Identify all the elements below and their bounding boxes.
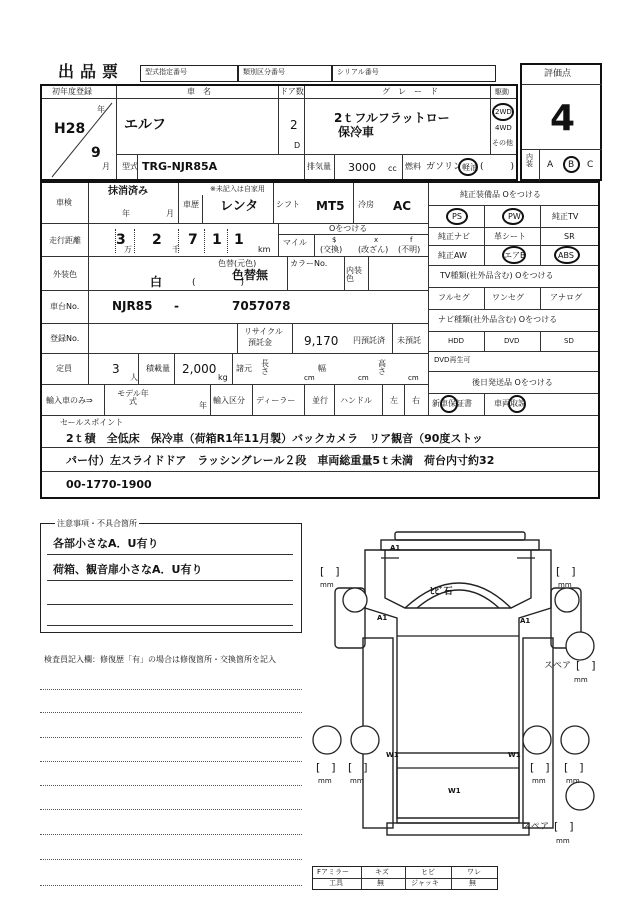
year-unit: 年 (97, 105, 105, 114)
equip-abs-circle (554, 246, 580, 264)
legend-break: ワレ (467, 868, 481, 876)
equip-airbag-circle (502, 246, 526, 264)
sales-point-line3: 00-1770-1900 (66, 478, 152, 491)
displacement-label: 排気量 (307, 162, 331, 171)
grade-label: グ レ ー ド (382, 87, 438, 96)
spare-rear-label: スペア (522, 822, 550, 832)
equip-pw-circle (502, 208, 524, 225)
tire-rl2-mm: mm (350, 777, 364, 785)
color-no-label: カラーNo. (290, 259, 328, 268)
cooler-label: 冷房 (358, 200, 374, 209)
tv-oneseg: ワンセグ (492, 293, 524, 302)
shift-label: シフト (276, 200, 300, 209)
equip-abs: ABS (558, 251, 574, 260)
km-unit: km (258, 245, 271, 254)
own-note: ※未記入は自家用 (210, 185, 265, 193)
repaint: 色替無 (232, 268, 269, 282)
grade-line1: 2ｔフルフラットロー (334, 111, 450, 125)
tire-rr1-mm: mm (532, 777, 546, 785)
serial-label: シリアル番号 (337, 68, 379, 76)
capacity-value: 3 (112, 362, 120, 376)
mileage-digit-1: 3 (116, 232, 126, 248)
notes-box (40, 519, 302, 633)
recycle-label-2: 預託金 (248, 338, 272, 347)
notes-line1: 各部小さなA．U有り (53, 537, 159, 550)
notes-line2: 荷箱、観音扉小さなA．U有り (53, 563, 203, 576)
shift: MT5 (316, 199, 345, 213)
load-unit: kg (218, 373, 228, 382)
equip-ps-circle (446, 208, 468, 225)
shaken-label: 車検 (56, 198, 72, 207)
nav-hdd: HDD (448, 337, 465, 345)
damage-w1-right: W1 (508, 751, 521, 759)
damage-w1-rear: W1 (448, 787, 461, 795)
legend-scratch: キズ (375, 868, 389, 876)
opt-unknown: f (410, 236, 413, 244)
height-unit: cm (408, 374, 419, 382)
interior-b-circle (563, 156, 580, 173)
model: TRG-NJR85A (142, 160, 218, 173)
first-reg-year: H28 (54, 121, 86, 137)
equip-pw: PW (508, 212, 521, 221)
sales-point-line2: パー付）左スライドドア ラッシングレール２段 車両総重量5ｔ未満 荷台内寸約32 (66, 454, 495, 467)
dvd-playback: DVD再生可 (434, 356, 471, 364)
damage-a1-front: A1 (390, 544, 401, 552)
mile-label: マイル (283, 238, 307, 247)
header-block (40, 84, 518, 181)
man-unit: 万 (124, 245, 132, 254)
legend-mirror: Fアミラー (317, 868, 350, 876)
equip-ps: PS (452, 212, 462, 221)
opt-exchange-text: (交換) (320, 245, 343, 254)
recycle-amount: 9,170 (304, 334, 339, 348)
tire-fl-mm: mm (320, 581, 334, 589)
tv-title: TV種類(社外品含む) Oをつける (440, 271, 554, 280)
sheet-title: 出品票 (58, 62, 125, 81)
tire-rl2-bracket: [ ] (348, 761, 368, 774)
interior-a: A (547, 160, 554, 170)
import-dealer: ディーラー (256, 396, 296, 405)
dims-label: 諸元 (236, 364, 252, 373)
spare-front-mm: mm (574, 676, 588, 684)
length-unit: cm (304, 374, 315, 382)
handle-right: 右 (412, 396, 420, 405)
chassis-dash: - (174, 299, 179, 313)
fuel-light-circle (458, 158, 478, 176)
sales-point-label: セールスポイント (60, 418, 124, 427)
exterior-color: 白 (150, 275, 163, 289)
drive-4wd: 4WD (495, 124, 512, 132)
circle-note: Oをつける (329, 224, 368, 233)
spare-front-label: スペア (544, 661, 572, 671)
length-label: 長さ (261, 359, 269, 376)
drive-other: その他 (492, 139, 513, 147)
door-suffix: D (294, 141, 301, 150)
doors-label: ドア数 (280, 87, 304, 96)
category-no-label: 類別区分番号 (243, 68, 285, 76)
score-box (520, 63, 602, 181)
doors: 2 (290, 118, 298, 132)
tire-rr2-mm: mm (566, 777, 580, 785)
damage-w1-left: W1 (386, 751, 399, 759)
chassis-number: 7057078 (232, 299, 291, 313)
repaint-paren: ( ) (192, 278, 245, 288)
equip-aw: 純正AW (438, 251, 467, 260)
mileage-digit-5: 1 (234, 232, 244, 248)
month-unit: 月 (102, 162, 110, 171)
tire-rl1-mm: mm (318, 777, 332, 785)
later-warranty: 新車保証書 (432, 399, 472, 408)
opt-tamper-text: (改ざん) (358, 245, 389, 254)
load-label: 積載量 (146, 364, 170, 373)
width-unit: cm (358, 374, 369, 382)
serial-box (332, 65, 496, 82)
equipment-title: 純正装備品 Oをつける (460, 190, 541, 199)
type-approval-label: 型式指定番号 (145, 68, 187, 76)
load-value: 2,000 (182, 362, 217, 376)
width-label: 幅 (318, 364, 326, 373)
import-category-label: 輸入区分 (213, 396, 245, 405)
history: レンタ (220, 199, 259, 214)
opt-tamper: x (374, 236, 379, 244)
capacity-label: 定員 (56, 364, 72, 373)
shaken-month-unit: 月 (166, 209, 174, 218)
legend-tools-value: 無 (377, 879, 384, 887)
drive-2wd-circle (492, 103, 514, 121)
nav-sd: SD (564, 337, 574, 345)
nav-title: ナビ種類(社外品含む) Oをつける (438, 315, 558, 324)
recycle-status: 円預託済 (353, 336, 385, 345)
handle-left: 左 (390, 396, 398, 405)
interior-label: 内装 (526, 153, 533, 168)
handle-label: ハンドル (340, 396, 372, 405)
damage-a1-right: A1 (520, 617, 531, 625)
spare-front-bracket: [ ] (576, 659, 596, 672)
inspector-note: 検査員記入欄：修復歴「有」の場合は修復箇所・交換箇所を記入 (44, 655, 276, 664)
legend-tools: 工具 (329, 879, 343, 887)
tire-fr-mm: mm (558, 581, 572, 589)
tire-fl-bracket: [ ] (320, 565, 340, 578)
displacement: 3000 (348, 161, 376, 174)
import-label: 輸入車のみ⇒ (46, 396, 93, 405)
mileage-digit-3: 7 (188, 232, 198, 248)
interior-b: B (568, 160, 575, 170)
chassis-label: 車台No. (50, 302, 80, 311)
not-deposited: 未預託 (397, 336, 421, 345)
equip-tv: 純正TV (552, 212, 579, 221)
opt-unknown-text: (不明) (398, 245, 421, 254)
later-manual-circle (508, 395, 526, 413)
tire-rr1-bracket: [ ] (530, 761, 550, 774)
chassis-prefix: NJR85 (112, 299, 153, 313)
tire-fr-bracket: [ ] (556, 565, 576, 578)
category-no-box (238, 65, 332, 82)
mileage-digit-2: 2 (152, 232, 162, 248)
score-value: 4 (550, 98, 576, 139)
drive-2wd: 2WD (495, 108, 512, 116)
equip-nav: 純正ナビ (438, 232, 470, 241)
cc-unit: cc (388, 164, 397, 173)
fuel-label: 燃料 (405, 162, 421, 171)
height-label: 高さ (378, 359, 386, 376)
shaken-year-unit: 年 (122, 209, 130, 218)
shaken-value: 抹消済み (108, 186, 148, 197)
type-approval-box (140, 65, 238, 82)
equip-sr: SR (564, 232, 575, 241)
tire-rr2-bracket: [ ] (564, 761, 584, 774)
fuel: ガソリン (426, 162, 463, 172)
notes-title: 注意事項・不具合箇所 (57, 519, 137, 528)
cooler: AC (393, 199, 412, 213)
model-year-label: モデル年式 (117, 389, 149, 406)
car-name: エルフ (124, 117, 166, 133)
later-manual: 車両取説 (494, 399, 526, 408)
registration-label: 登録No. (50, 334, 80, 343)
mileage-digit-4: 1 (212, 232, 222, 248)
score-label: 評価点 (544, 69, 572, 79)
legend-crack: ヒビ (421, 868, 435, 876)
equip-leather: 革シート (494, 232, 526, 241)
capacity-unit: 人 (130, 373, 138, 382)
legend-jack-value: 無 (469, 879, 476, 887)
recycle-label-1: リサイクル (244, 327, 283, 336)
tv-analog: アナログ (550, 293, 582, 302)
equip-airbag: エアB (504, 251, 526, 260)
nav-dvd: DVD (504, 337, 520, 345)
import-year-unit: 年 (199, 401, 207, 410)
fuel-light: 軽油 (462, 163, 478, 172)
mileage-label: 走行距離 (49, 236, 81, 245)
interior-color-label: 内装色 (346, 266, 362, 283)
reg-slash (42, 99, 116, 179)
first-reg-month: 9 (91, 145, 101, 161)
tv-fullseg: フルセグ (438, 293, 470, 302)
legend-jack: ジャッキ (411, 879, 439, 887)
grade-line2: 保冷車 (338, 125, 375, 139)
spare-rear-bracket: [ ] (554, 820, 574, 833)
sen-unit: 千 (172, 245, 180, 254)
detail-block (40, 181, 600, 499)
chip-label: ﾋﾋﾞ石 (430, 587, 453, 597)
exterior-color-label: 外装色 (53, 270, 77, 279)
car-name-label: 車 名 (187, 87, 211, 96)
interior-c: C (587, 160, 594, 170)
fuel-paren: ( ) (480, 162, 515, 172)
first-reg-label: 初年度登録 (52, 87, 92, 96)
model-label: 型式 (122, 162, 138, 171)
history-label: 車歴 (183, 200, 199, 209)
legend-table (312, 866, 498, 890)
opt-exchange: $ (332, 236, 337, 244)
import-parallel: 並行 (312, 396, 328, 405)
spare-rear-mm: mm (556, 837, 570, 845)
later-warranty-circle (440, 395, 458, 413)
repaint-label: 色替(元色) (218, 259, 257, 268)
later-title: 後日発送品 Oをつける (472, 378, 553, 387)
sales-point-line1: 2ｔ積 全低床 保冷車（荷箱R1年11月製）バックカメラ リア観音（90度ストッ (66, 432, 484, 445)
drive-label: 駆動 (495, 88, 509, 96)
damage-a1-left: A1 (377, 614, 388, 622)
tire-rl1-bracket: [ ] (316, 761, 336, 774)
